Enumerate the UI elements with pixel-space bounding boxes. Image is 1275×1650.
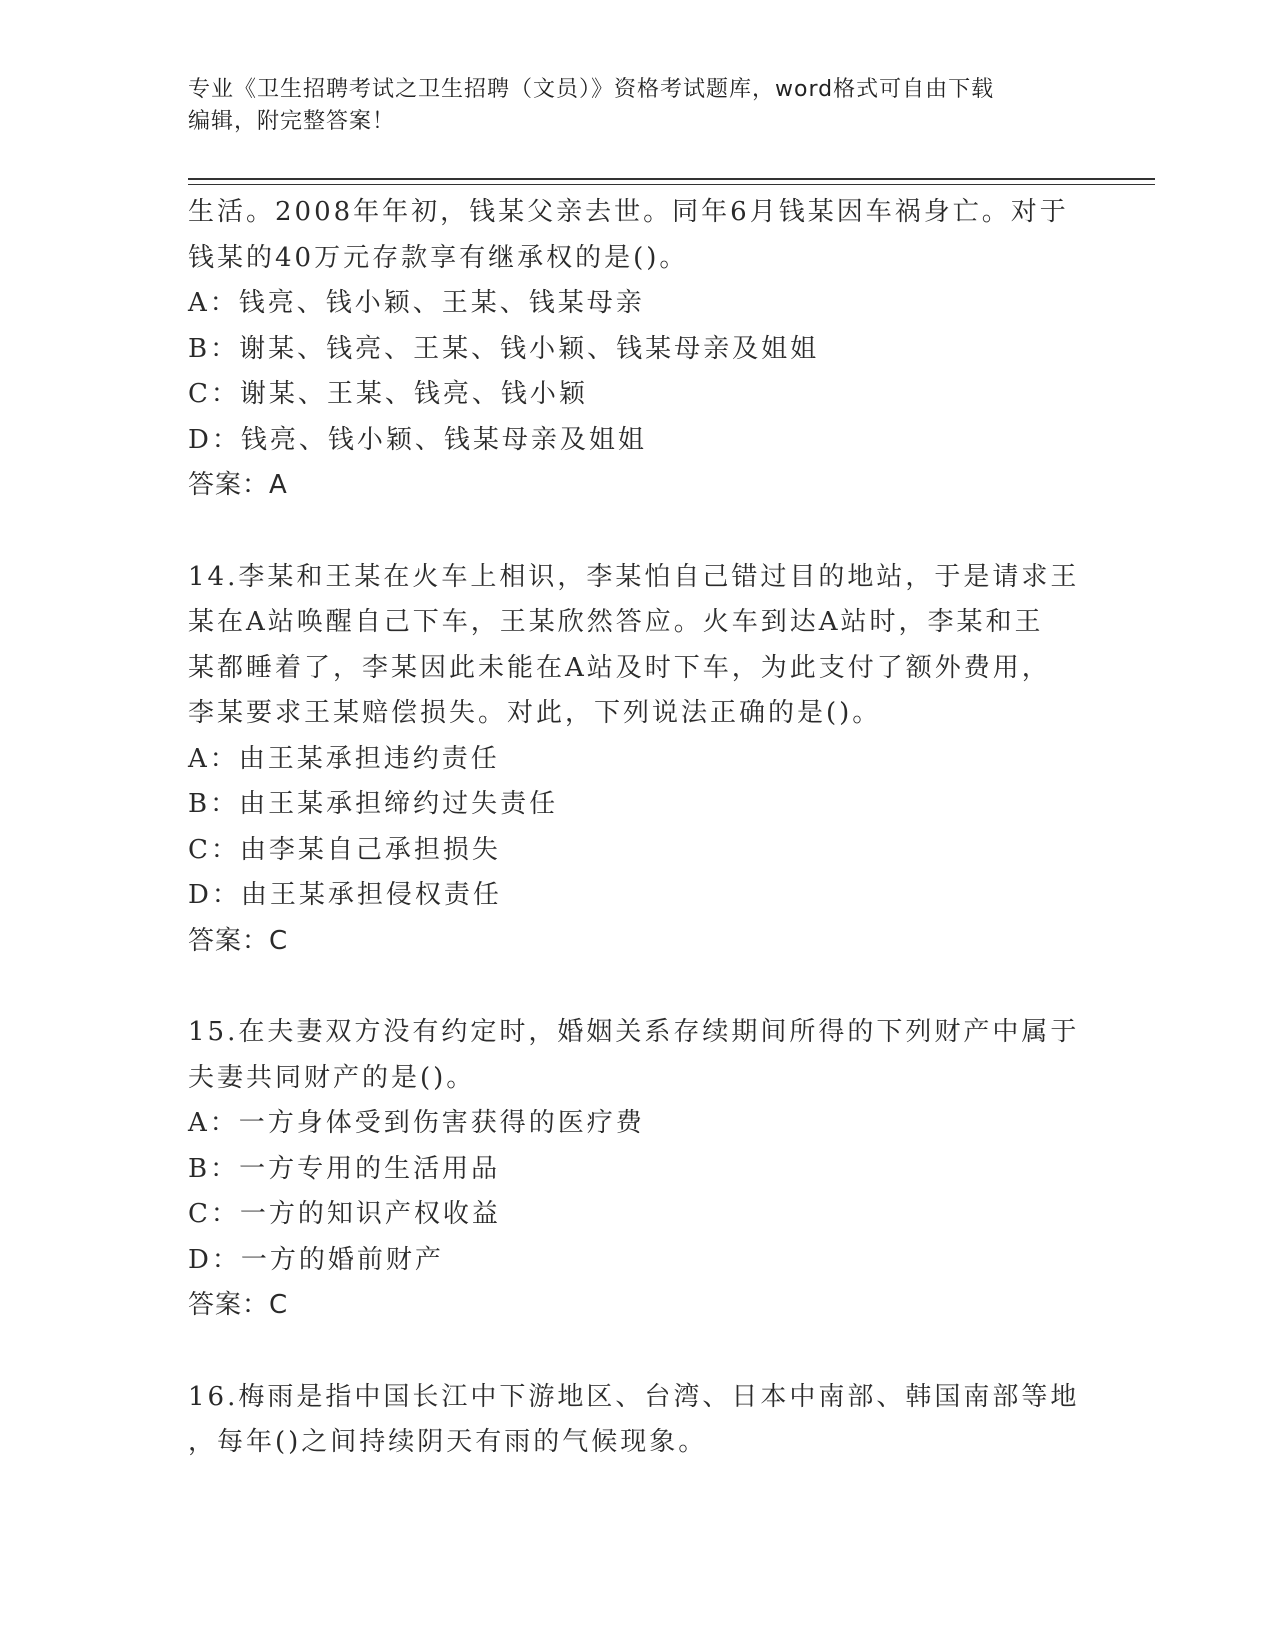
option-a: A：由王某承担违约责任 xyxy=(188,743,500,774)
header-divider-thin xyxy=(188,184,1155,185)
option-b: B：由王某承担缔约过失责任 xyxy=(188,789,559,819)
header-divider-thick xyxy=(188,178,1155,180)
question-text-line: 夫妻共同财产的是()。 xyxy=(188,1062,476,1093)
answer: 答案：C xyxy=(188,1290,289,1320)
spacer xyxy=(188,1329,1088,1375)
option-d: D：钱亮、钱小颖、钱某母亲及姐姐 xyxy=(188,424,647,455)
header-line-1: 专业《卫生招聘考试之卫生招聘（文员）》资格考试题库，word格式可自由下载 xyxy=(188,77,995,102)
question-text-line: 15.在夫妻双方没有约定时，婚姻关系存续期间所得的下列财产中属于 xyxy=(188,1017,1080,1047)
question-content xyxy=(188,190,1088,1466)
question-text-line: 14.李某和王某在火车上相识，李某怕自己错过目的地站，于是请求王 xyxy=(188,561,1080,592)
question-15 xyxy=(188,1010,1088,1329)
spacer xyxy=(188,509,1088,555)
option-d: D：由王某承担侵权责任 xyxy=(188,880,502,910)
option-a: A：钱亮、钱小颖、王某、钱某母亲 xyxy=(188,288,645,318)
question-text-line: 某都睡着了，李某因此未能在A站及时下车，为此支付了额外费用， xyxy=(188,652,1051,683)
option-b: B：谢某、钱亮、王某、钱小颖、钱某母亲及姐姐 xyxy=(188,333,820,364)
question-16 xyxy=(188,1375,1088,1466)
option-b: B：一方专用的生活用品 xyxy=(188,1153,501,1184)
question-14 xyxy=(188,555,1088,965)
answer: 答案：A xyxy=(188,470,288,500)
question-text-line: 钱某的40万元存款享有继承权的是()。 xyxy=(188,242,689,273)
option-d: D：一方的婚前财产 xyxy=(188,1244,444,1275)
question-text-line: 李某要求王某赔偿损失。对此，下列说法正确的是()。 xyxy=(188,698,882,728)
answer: 答案：C xyxy=(188,925,289,956)
option-a: A：一方身体受到伤害获得的医疗费 xyxy=(188,1108,645,1138)
option-c: C：由李某自己承担损失 xyxy=(188,834,501,865)
header-line-2: 编辑，附完整答案！ xyxy=(188,109,396,134)
option-c: C：谢某、王某、钱亮、钱小颖 xyxy=(188,379,588,409)
question-text-line: 某在A站唤醒自己下车，王某欣然答应。火车到达A站时，李某和王 xyxy=(188,607,1044,637)
question-13 xyxy=(188,190,1088,509)
question-text-line: 生活。2008年年初，钱某父亲去世。同年6月钱某因车祸身亡。对于 xyxy=(188,197,1069,227)
document-header xyxy=(188,74,1088,138)
question-text-line: 16.梅雨是指中国长江中下游地区、台湾、日本中南部、韩国南部等地 xyxy=(188,1381,1080,1412)
option-c: C：一方的知识产权收益 xyxy=(188,1199,501,1229)
question-text-line: ，每年()之间持续阴天有雨的气候现象。 xyxy=(188,1427,708,1457)
spacer xyxy=(188,964,1088,1010)
